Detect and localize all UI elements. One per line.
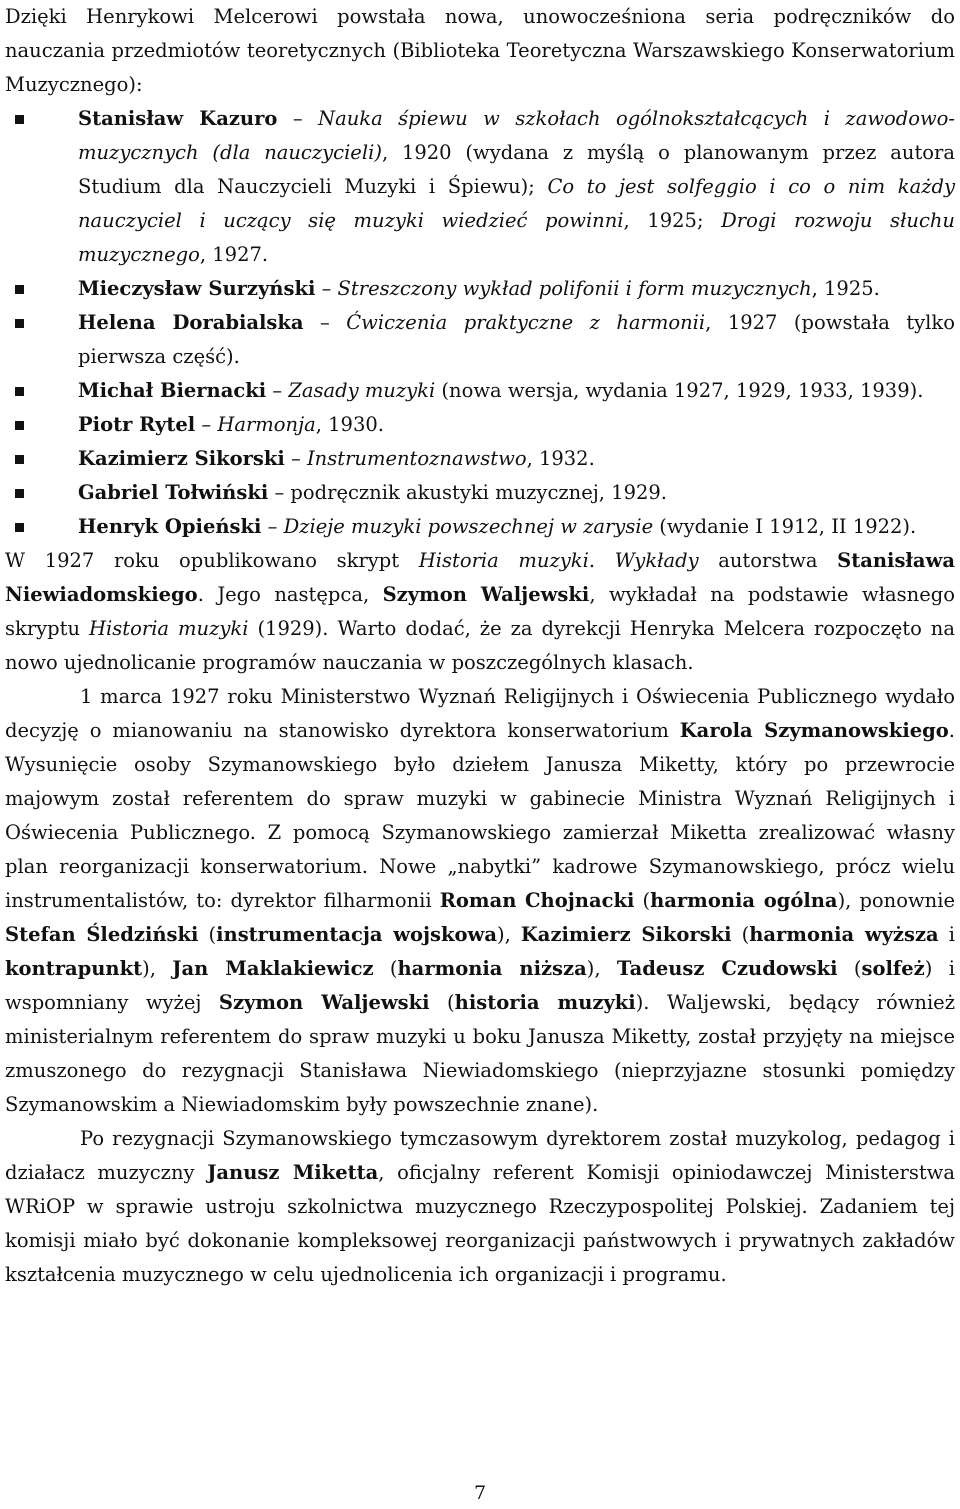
intro-paragraph: Dzięki Henrykowi Melcerowi powstała nowa, unowocześniona seria podręczników do nauczania przedmiotów teoretycznych (Biblioteka Teoretyczna Warszawskiego Konserwatorium Muzycznego): [5, 5, 955, 96]
book-author: Gabriel Tołwiński [78, 481, 269, 504]
list-item: Mieczysław Surzyński – Streszczony wykład polifonii i form muzycznych, 1925. [78, 272, 955, 306]
book-author: Piotr Rytel [78, 413, 196, 436]
list-item: Helena Dorabialska – Ćwiczenia praktyczne z harmonii, 1927 (powstała tylko pierwsza część). [78, 306, 955, 374]
page-number: 7 [473, 1482, 487, 1504]
book-title: Ćwiczenia praktyczne z harmonii [346, 311, 706, 334]
book-title: Streszczony wykład polifonii i form muzycznych [337, 277, 812, 300]
paragraph-1927-scripts: W 1927 roku opublikowano skrypt Historia muzyki. Wykłady autorstwa Stanisława Niewiadomskiego. Jego następca, Szymon Waljewski, wykładał na podstawie własnego skryptu Historia muzyki (1929). Warto dodać, że za dyrekcji Henryka Melcera rozpoczęto na nowo ujednolicanie programów nauczania w poszczególnych klasach. [5, 549, 955, 674]
book-title: Harmonja [217, 413, 316, 436]
book-author: Kazimierz Sikorski [78, 447, 285, 470]
book-description: podręcznik akustyki muzycznej, 1929. [290, 481, 668, 504]
book-title: Zasady muzyki [288, 379, 436, 402]
book-author: Henryk Opieński [78, 515, 262, 538]
book-title: Nauka śpiewu w szkołach ogólnokształcących i zawodowo-muzycznych (dla nauczycieli) [78, 107, 955, 164]
list-item: Kazimierz Sikorski – Instrumentoznawstwo, 1932. [78, 442, 955, 476]
book-author: Mieczysław Surzyński [78, 277, 316, 300]
book-author: Helena Dorabialska [78, 311, 304, 334]
book-author: Stanisław Kazuro [78, 107, 278, 130]
list-item: Michał Biernacki – Zasady muzyki (nowa wersja, wydania 1927, 1929, 1933, 1939). [78, 374, 955, 408]
list-item: Henryk Opieński – Dzieje muzyki powszechnej w zarysie (wydanie I 1912, II 1922). [78, 510, 955, 544]
book-title: Co to jest solfeggio i co o nim każdy nauczyciel i uczący się muzyki wiedzieć powinni [78, 175, 956, 232]
book-title: Dzieje muzyki powszechnej w zarysie [283, 515, 654, 538]
book-title: Drogi rozwoju słuchu muzycznego [78, 209, 955, 266]
book-author: Michał Biernacki [78, 379, 267, 402]
list-item: Gabriel Tołwiński – podręcznik akustyki muzycznej, 1929. [78, 476, 955, 510]
book-title: Instrumentoznawstwo [306, 447, 527, 470]
paragraph-miketta: Po rezygnacji Szymanowskiego tymczasowym dyrektorem został muzykolog, pedagog i działacz muzyczny Janusz Miketta, oficjalny referent Komisji opiniodawczej Ministerstwa WRiOP w sprawie ustroju szkolnictwa muzycznego Rzeczypospolitej Polskiej. Zadaniem tej komisji miało być dokonanie kompleksowej reorganizacji państwowych i prywatnych zakładów kształcenia muzycznego w celu ujednolicenia ich organizacji i programu. [5, 1127, 955, 1286]
list-item: Piotr Rytel – Harmonja, 1930. [78, 408, 955, 442]
page-body [5, 0, 955, 1292]
paragraph-szymanowski-appointment: 1 marca 1927 roku Ministerstwo Wyznań Religijnych i Oświecenia Publicznego wydało decyzję o mianowaniu na stanowisko dyrektora konserwatorium Karola Szymanowskiego. Wysunięcie osoby Szymanowskiego było dziełem Janusza Miketty, który po przewrocie majowym został referentem do spraw muzyki w gabinecie Ministra Wyznań Religijnych i Oświecenia Publicznego. Z pomocą Szymanowskiego zamierzał Miketta zrealizować własny plan reorganizacji konserwatorium. Nowe „nabytki” kadrowe Szymanowskiego, prócz wielu instrumentalistów, to: dyrektor filharmonii Roman Chojnacki (harmonia ogólna), ponownie Stefan Śledziński (instrumentacja wojskowa), Kazimierz Sikorski (harmonia wyższa i kontrapunkt), Jan Maklakiewicz (harmonia niższa), Tadeusz Czudowski (solfeż) i wspomniany wyżej Szymon Waljewski (historia muzyki). Waljewski, będący również ministerialnym referentem do spraw muzyki u boku Janusza Miketty, został przyjęty na miejsce zmuszonego do rezygnacji Stanisława Niewiadomskiego (nieprzyjazne stosunki pomiędzy Szymanowskim a Niewiadomskim były powszechnie znane). [5, 685, 956, 1116]
textbook-list [5, 102, 955, 544]
list-item: Stanisław Kazuro – Nauka śpiewu w szkołach ogólnokształcących i zawodowo-muzycznych (dla nauczycieli), 1920 (wydana z myślą o planowanym przez autora Studium dla Nauczycieli Muzyki i Śpiewu); Co to jest solfeggio i co o nim każdy nauczyciel i uczący się muzyki wiedzieć powinni, 1925; Drogi rozwoju słuchu muzycznego, 1927. [78, 102, 955, 272]
